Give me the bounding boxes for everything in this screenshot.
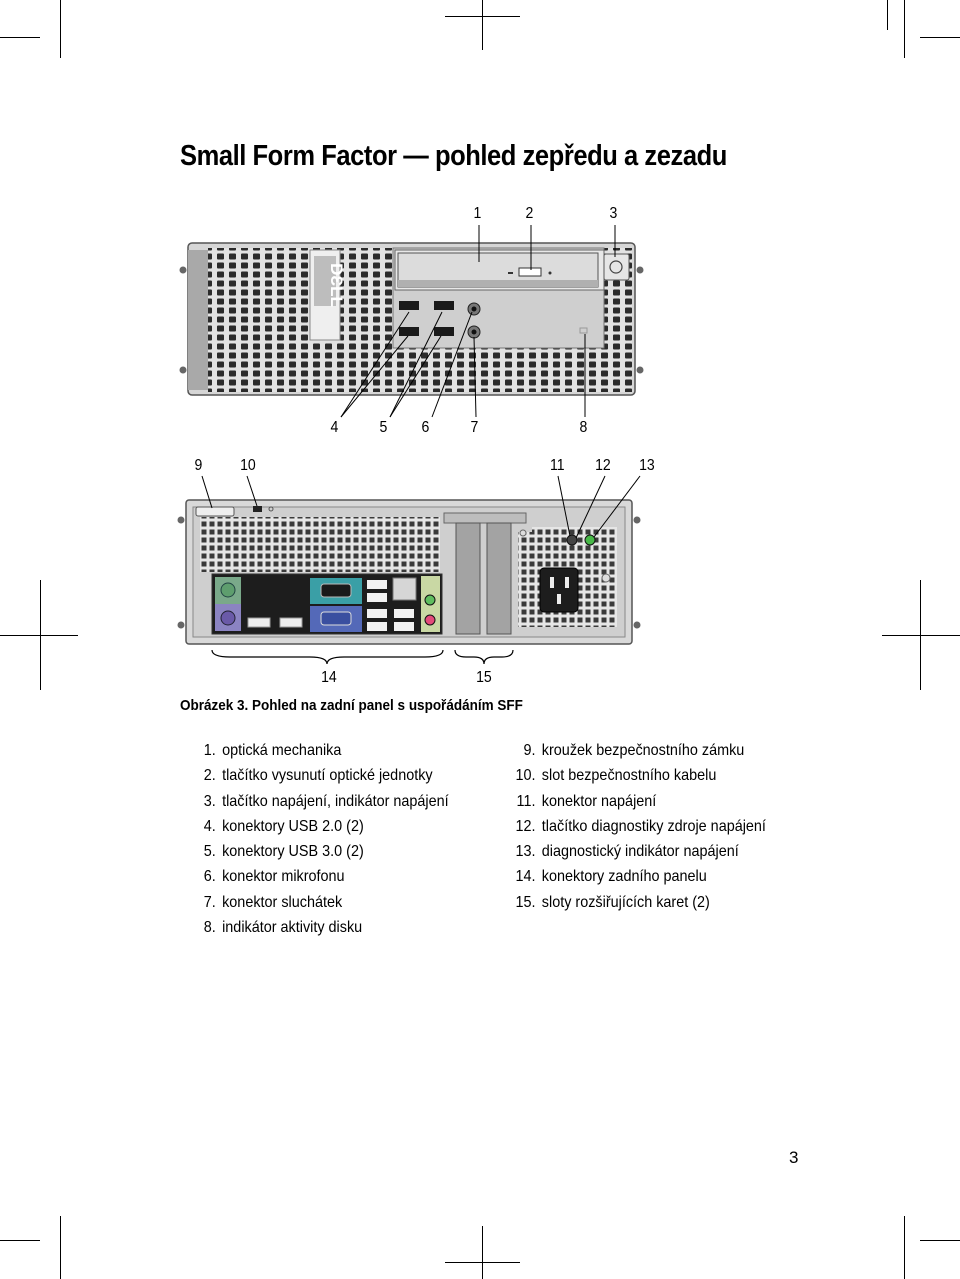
usb3-port[interactable] [434, 327, 454, 336]
legend-item: 3. tlačítko napájení, indikátor napájení [203, 792, 449, 810]
power-button[interactable] [604, 254, 629, 280]
callout-9: 9 [194, 457, 203, 474]
usb-port[interactable] [367, 580, 387, 589]
callout-2: 2 [525, 205, 534, 222]
callout-15: 15 [476, 669, 492, 686]
psu-diagnostic-light [585, 535, 595, 545]
legend-item: 8. indikátor aktivity disku [203, 919, 363, 937]
psu-diagnostic-button[interactable] [567, 535, 577, 545]
line-in-jack[interactable] [425, 615, 435, 625]
legend-item: 4. konektory USB 2.0 (2) [203, 817, 364, 835]
legend-item: 9. kroužek bezpečnostního zámku [523, 742, 745, 759]
callout-4: 4 [330, 419, 339, 436]
ps2-mouse-port[interactable] [221, 583, 235, 597]
callout-10: 10 [240, 457, 256, 474]
legend-item: 7. konektor sluchátek [203, 893, 343, 911]
serial-port[interactable] [321, 584, 351, 597]
usb-port[interactable] [394, 609, 414, 618]
rear-view [178, 476, 641, 664]
callout-12: 12 [595, 457, 611, 474]
usb2-port[interactable] [399, 301, 419, 310]
front-view [180, 225, 644, 417]
legend-item: 2. tlačítko vysunutí optické jednotky [203, 767, 433, 785]
callout-14: 14 [321, 669, 337, 686]
dell-logo: DƐLL [327, 263, 346, 307]
callout-7: 7 [470, 419, 479, 436]
line-out-jack[interactable] [425, 595, 435, 605]
legend-item: 15. sloty rozšiřujících karet (2) [515, 893, 710, 911]
callout-13: 13 [639, 457, 655, 474]
callout-6: 6 [421, 419, 430, 436]
power-connector[interactable] [540, 568, 578, 612]
usb2-port[interactable] [399, 327, 419, 336]
security-cable-slot[interactable] [253, 506, 262, 512]
page-title: Small Form Factor — pohled zepředu a zezadu [180, 140, 727, 172]
optical-drive[interactable] [398, 253, 598, 287]
figure-caption: Obrázek 3. Pohled na zadní panel s uspořádáním SFF [180, 697, 523, 714]
usb-port[interactable] [367, 622, 387, 631]
usb3-port[interactable] [434, 301, 454, 310]
usb-port[interactable] [367, 609, 387, 618]
legend-left [196, 742, 477, 944]
eject-button[interactable] [519, 268, 541, 276]
callout-8: 8 [579, 419, 588, 436]
legend-item: 11. konektor napájení [516, 792, 657, 810]
padlock-ring[interactable] [196, 507, 234, 516]
legend-item: 6. konektor mikrofonu [203, 868, 345, 886]
callout-1: 1 [473, 205, 482, 222]
usb-port[interactable] [367, 593, 387, 602]
usb-port[interactable] [394, 622, 414, 631]
legend-item: 12. tlačítko diagnostiky zdroje napájení [515, 817, 766, 835]
legend-item: 5. konektory USB 3.0 (2) [203, 843, 364, 861]
legend-item: 10. slot bezpečnostního kabelu [515, 767, 717, 785]
callout-5: 5 [379, 419, 388, 436]
legend-item: 1. optická mechanika [203, 742, 342, 759]
rear-io-panel [212, 574, 442, 634]
page-number: 3 [789, 1148, 799, 1167]
network-port[interactable] [393, 578, 416, 600]
legend-right [504, 742, 795, 919]
displayport-port[interactable] [280, 618, 302, 627]
callout-11: 11 [549, 457, 565, 474]
legend-item: 14. konektory zadního panelu [515, 868, 707, 886]
legend-item: 13. diagnostický indikátor napájení [515, 843, 739, 861]
vga-port[interactable] [321, 612, 351, 625]
callout-3: 3 [609, 205, 618, 222]
displayport-port[interactable] [248, 618, 270, 627]
